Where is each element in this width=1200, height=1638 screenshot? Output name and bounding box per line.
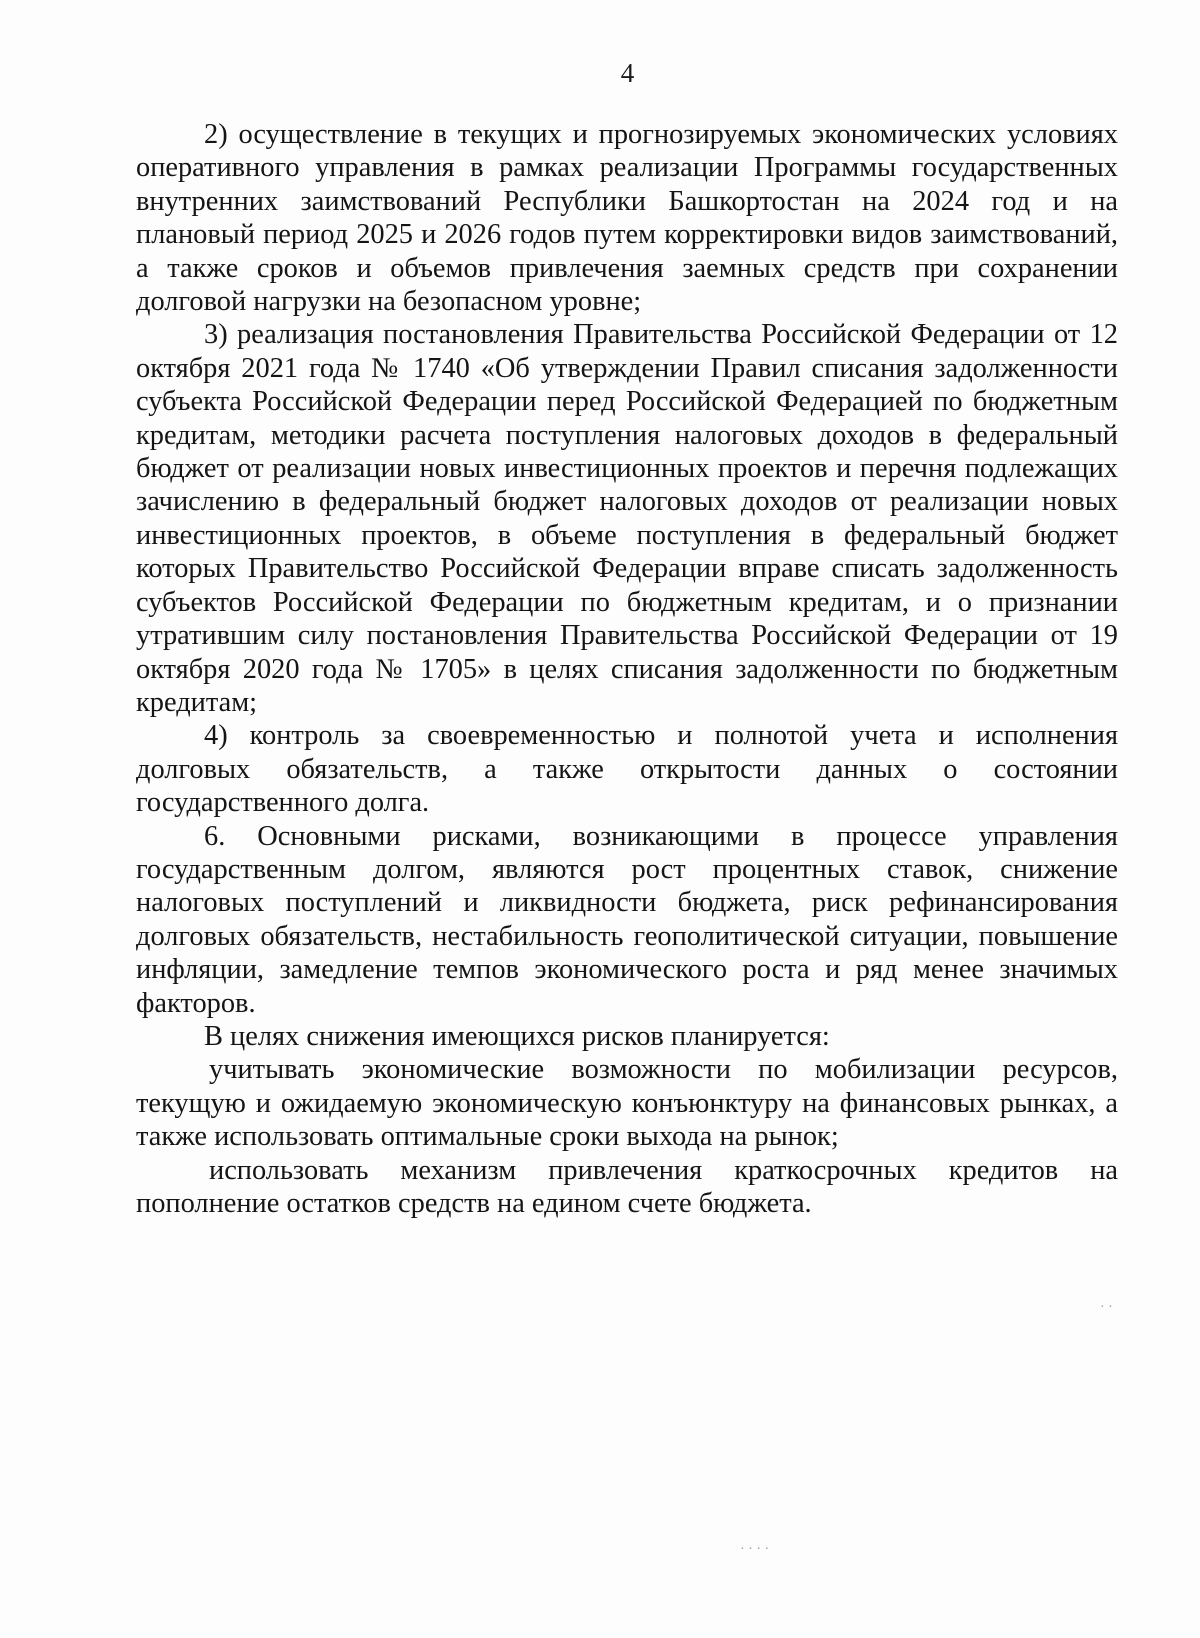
document-body [136, 118, 1118, 1220]
paragraph-item-2: 2) осуществление в текущих и прогнозируемых экономических условиях оперативного управления в рамках реализации Программы государственных внутренних заимствований Республики Башкортостан на 2024 год и на плановый период 2025 и 2026 годов путем корректировки видов заимствований, а также сроков и объемов привлечения заемных средств при сохранении долговой нагрузки на безопасном уровне; [136, 119, 1118, 318]
page-number: 4 [620, 58, 635, 88]
paragraph-item-3: 3) реализация постановления Правительства Российской Федерации от 12 октября 2021 года № 1740 «Об утверждении Правил списания задолженности субъекта Российской Федерации перед Российской Федерацией по бюджетным кредитам, методики расчета поступления налоговых доходов в федеральный бюджет от реализации новых инвестиционных проектов и перечня подлежащих зачислению в федеральный бюджет налоговых доходов от реализации новых инвестиционных проектов, в объеме поступления в федеральный бюджет которых Правительство Российской Федерации вправе списать задолженность субъектов Российской Федерации по бюджетным кредитам, и о признании утратившим силу постановления Правительства Российской Федерации от 19 октября 2020 года № 1705» в целях списания задолженности по бюджетным кредитам; [136, 319, 1118, 718]
paragraph-measure-1: учитывать экономические возможности по мобилизации ресурсов, текущую и ожидаемую экономическую конъюнктуру на финансовых рынках, а также использовать оптимальные сроки выхода на рынок; [136, 1054, 1118, 1153]
paragraph-measure-2: использовать механизм привлечения краткосрочных кредитов на пополнение остатков средств на едином счете бюджета. [136, 1154, 1118, 1219]
scan-speck: · · · · [740, 1542, 770, 1557]
scan-speck: · · [1100, 1300, 1113, 1315]
paragraph-risk-intro: В целях снижения имеющихся рисков планируется: [204, 1020, 830, 1052]
paragraph-section-6: 6. Основными рисками, возникающими в процессе управления государственным долгом, являются рост процентных ставок, снижение налоговых поступлений и ликвидности бюджета, риск рефинансирования долговых обязательств, нестабильность геополитической ситуации, повышение инфляции, замедление темпов экономического роста и ряд менее значимых факторов. [136, 820, 1118, 1019]
paragraph-item-4: 4) контроль за своевременностью и полнотой учета и исполнения долговых обязательств, а также открытости данных о состоянии государственного долга. [136, 720, 1118, 819]
